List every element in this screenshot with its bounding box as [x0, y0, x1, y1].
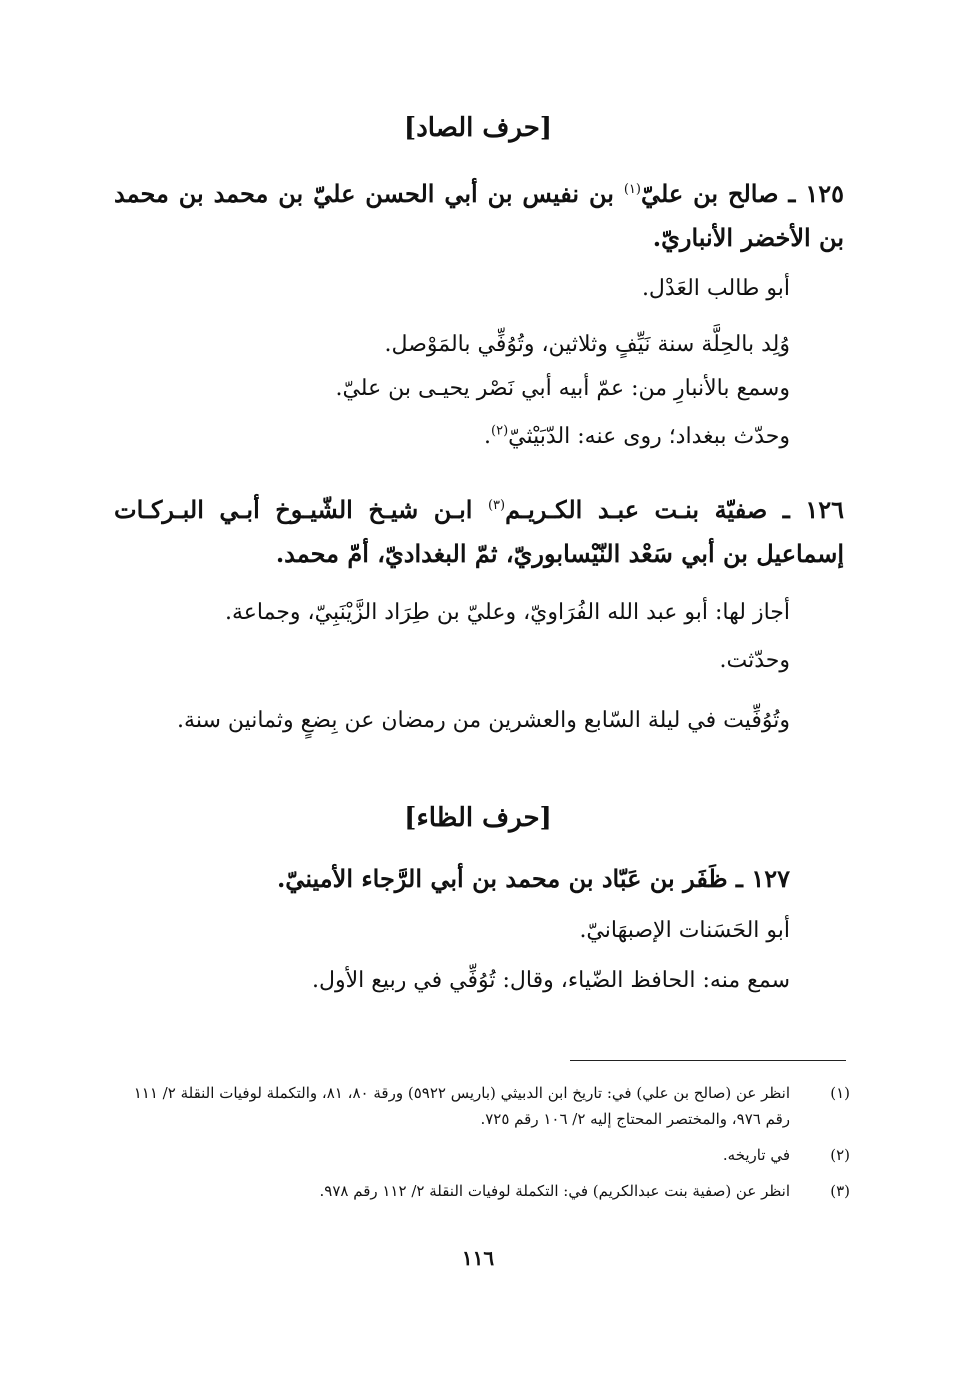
entry-125-line-narrated: [110, 420, 790, 454]
entry-125-line-kunya: أبو طالب العَدْل.: [641, 276, 790, 301]
entry-127-heading: ١٢٧ ـ ظَفَر بن عَبّاد بن محمد بن أبي الرَّجاء الأمينيّ.: [276, 864, 790, 893]
entry-125-narrated-text: وحدّث ببغداد؛ روى عنه: الدّبَيْثيّ: [508, 424, 790, 449]
footnote-3: [110, 1178, 850, 1204]
entry-127-line-kunya: أبو الحَسَنات الإصبهَانيّ.: [579, 918, 790, 943]
page-number: ١١٦: [461, 1246, 495, 1270]
entry-126-line-death: وتُوُفِّيت في ليلة السّابع والعشرين من رمضان عن بِضعٍ وثمانين سنة.: [177, 708, 790, 733]
footnote-divider: [570, 1060, 846, 1061]
entry-125-line-heard: وسمع بالأنبارِ من: عمّ أبيه أبي نَصْر يحيـى بن عليّ.: [335, 376, 790, 401]
entry-126-heading: [114, 488, 844, 576]
footnote-ref-3[interactable]: (٣): [487, 498, 506, 513]
entry-126-lineage: ابـن شيـخ الشّيـوخ أبـي البـركـات إسماعيل بن أبي سَعْد النّيْسابوريّ، ثمّ البغداديّ، أمّ محمد.: [114, 495, 844, 568]
footnote-3-number: (٣): [830, 1182, 850, 1200]
footnote-1: [110, 1080, 850, 1132]
entry-126-line-ijaza: أجاز لها: أبو عبد الله الفُرَاويّ، وعليّ بن طِرَاد الزَّيْنَبِيّ، وجماعة.: [224, 600, 790, 625]
footnote-ref-2[interactable]: (٢): [491, 423, 509, 439]
entry-125-line-birth: وُلِد بالحِلَّة سنة نَيِّفٍ وثلاثين، وتُوُفِّي بالمَوْصل.: [384, 332, 790, 357]
footnote-ref-1[interactable]: (١): [623, 182, 641, 197]
entry-125-narrated-end: .: [484, 424, 492, 449]
entry-125-heading: [114, 172, 844, 260]
entry-125-lineage: بن نفيس بن أبي الحسن عليّ بن محمد بن محمد بن الأخضر الأنباريّ.: [114, 179, 844, 252]
section-heading-sad: [حرف الصاد]: [403, 113, 553, 143]
footnote-2: [110, 1142, 850, 1168]
footnote-1-text: انظر عن (صالح بن علي) في: تاريخ ابن الدبيثي (باريس ٥٩٢٢) ورقة ٨٠، ٨١، والتكملة لوفيات النقلة ٢/ ١١١ رقم ٩٧٦، والمختصر المحتاج إليه ٢/ ١٠٦ رقم ٧٢٥.: [133, 1084, 790, 1128]
section-heading-zaa: [حرف الظاء]: [404, 803, 552, 833]
footnote-3-text: انظر عن (صفية بنت عبدالكريم) في: التكملة لوفيات النقلة ٢/ ١١٢ رقم ٩٧٨.: [319, 1182, 790, 1200]
footnote-2-text: في تاريخه.: [722, 1146, 790, 1164]
footnote-2-number: (٢): [830, 1146, 850, 1164]
entry-125-name: ١٢٥ ـ صالح بن عليّ: [640, 179, 844, 208]
entry-126-line-narrated: وحدّثت.: [719, 648, 790, 673]
entry-126-name: ١٢٦ ـ صفيّة بنـت عبـد الكـريـم: [505, 495, 844, 524]
entry-127-line-heard: سمع منه: الحافظ الضّياء، وقال: تُوُفِّي في ربيع الأول.: [311, 968, 790, 993]
footnote-1-number: (١): [830, 1084, 850, 1102]
